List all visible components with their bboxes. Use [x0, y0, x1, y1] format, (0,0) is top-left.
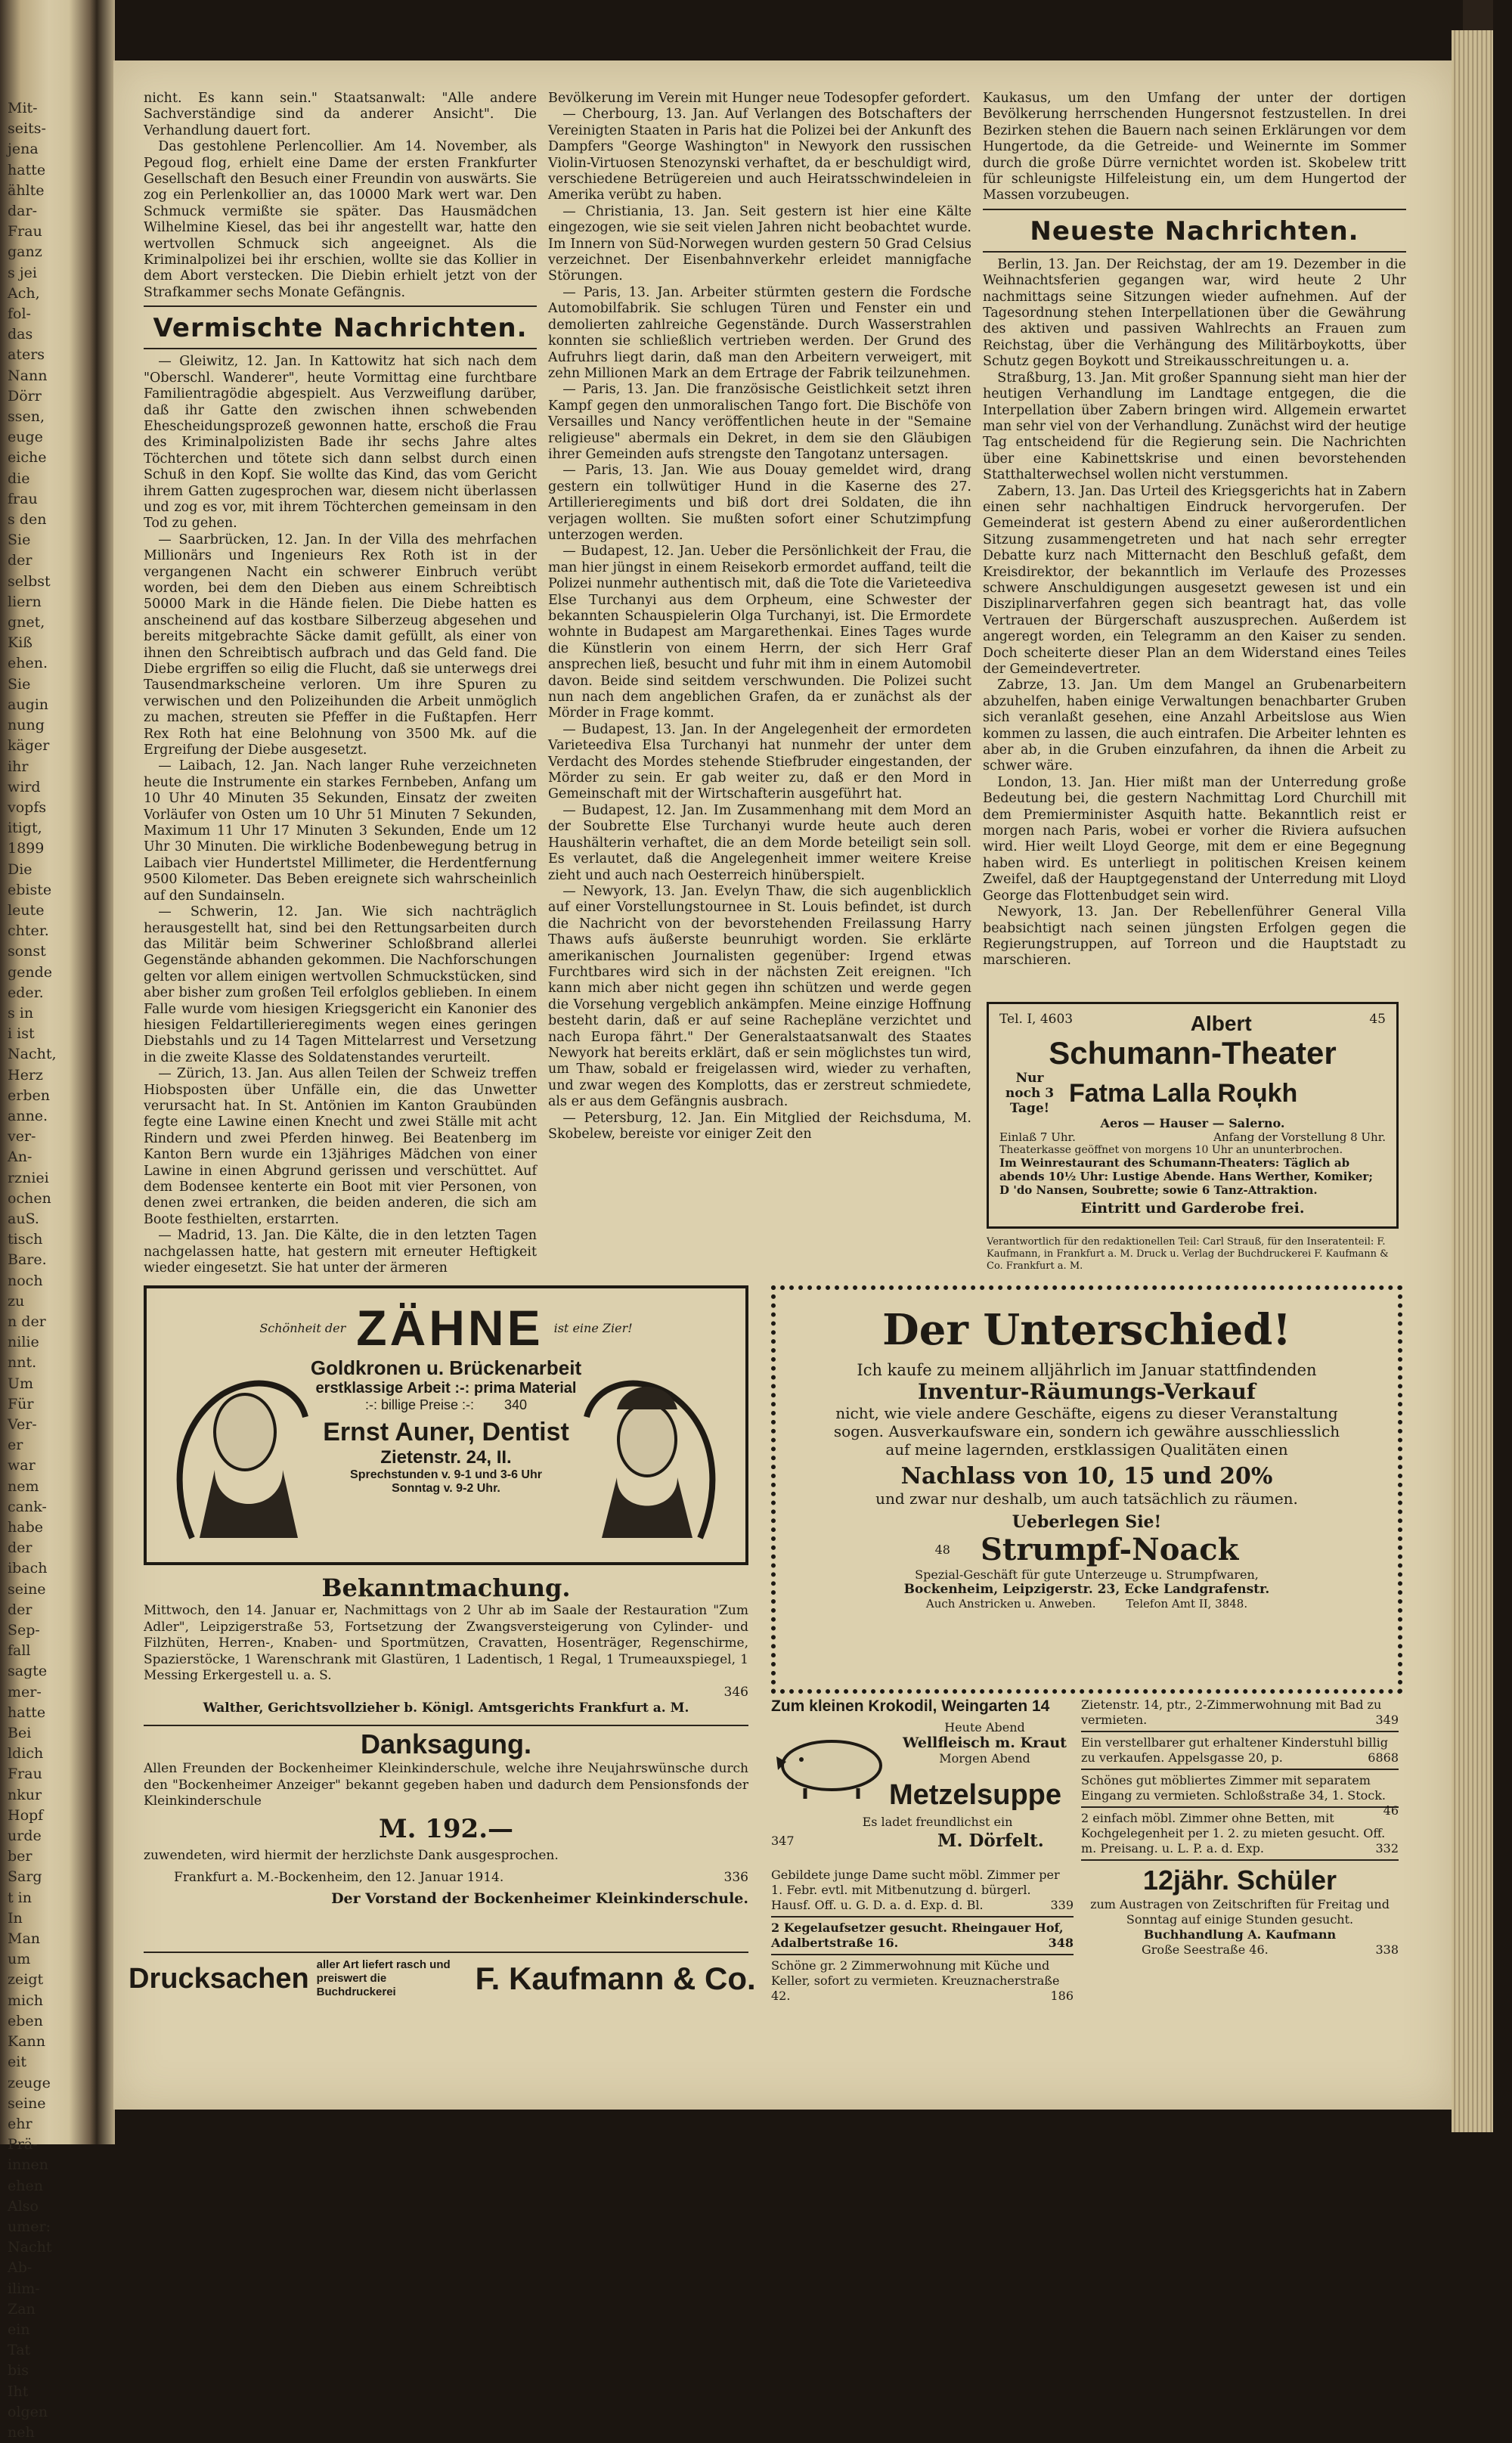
news-item: — Laibach, 12. Jan. Nach langer Ruhe verzeichneten heute die Instrumente ein starkes Fernbeben, Anfang um 10 Uhr 40 Minuten 35 Sekunden, Einsatz der zweiten Vorläufer von Osten um 10 Uhr 51 Minuten 7 Sekunden, Maximum 11 Uhr 17 Minuten 3 Sekunden, Ende um 12 Uhr 30 Minuten. Die wirkliche Bodenbewegung betrug in Laibach vier Hundertstel Millimeter, die Herdentfernung 9500 Kilometer. Das Beben ereignete sich wahrscheinlich auf den Sundainseln. — [144, 758, 537, 904]
facing-page-fragment: augin — [8, 696, 49, 713]
facing-page-fragment: chter. — [8, 922, 49, 940]
facing-page-fragment: Die — [8, 860, 33, 878]
ad-number: 48 — [934, 1542, 950, 1557]
theater-acts: Aeros — Hauser — Salerno. — [1100, 1116, 1285, 1130]
facing-page-fragment: ihr — [8, 758, 29, 775]
krokodil-name: M. Dörfelt. — [937, 1831, 1044, 1851]
facing-page-fragment: ibach — [8, 1560, 48, 1577]
danksagung-title: Danksagung. — [360, 1728, 532, 1759]
small-ad-text: 2 einfach möbl. Zimmer ohne Betten, mit Kochgelegenheit per 1. 2. zu mieten gesucht. Off. m. Preisang. u. L. P. a. d. Exp. — [1081, 1811, 1386, 1856]
danksagung-place-date: Frankfurt a. M.-Bockenheim, den 12. Januar 1914. — [174, 1870, 504, 1885]
unterschied-l3: auf meine lagernden, erstklassigen Qualitäten einen — [885, 1440, 1288, 1459]
facing-page-fragment: auS. — [8, 1210, 39, 1227]
small-ad — [771, 1868, 1074, 1918]
facing-page-fragment: An- — [8, 1149, 33, 1166]
ad-number: 332 — [1375, 1841, 1399, 1856]
divider — [144, 1725, 748, 1726]
small-ad-text: Ein verstellbarer gut erhaltener Kinderstuhl billig zu verkaufen. Appelsgasse 20, p. — [1081, 1735, 1389, 1765]
facing-page-fragment: Tat — [8, 2342, 31, 2359]
bekanntmachung-signature: Walther, Gerichtsvollzieher b. Königl. Amtsgerichts Frankfurt a. M. — [203, 1700, 689, 1716]
facing-page-fragment: die — [8, 470, 30, 487]
col1-lead-paragraph: nicht. Es kann sein." Staatsanwalt: "Alle andere Sachverständige sind da anderer Ansicht". Die Verhandlung dauert fort. — [144, 91, 537, 138]
facing-page-fragment: Sie — [8, 532, 31, 549]
krokodil-heute: Heute Abend — [944, 1720, 1025, 1735]
facing-page-fragment: Nacht, — [8, 1046, 57, 1063]
zaehne-line1: Goldkronen u. Brückenarbeit — [310, 1356, 582, 1379]
drucksachen-ad — [129, 1958, 756, 1999]
unterschied-spezial: Spezial-Geschäft für gute Unterzeuge u. Strumpfwaren, — [915, 1567, 1259, 1582]
unterschied-telefon: Telefon Amt II, 3848. — [1126, 1597, 1248, 1611]
facing-page-fragment: seine — [8, 1580, 46, 1598]
facing-page-fragment: sagte — [8, 1663, 48, 1680]
news-item: — Cherbourg, 13. Jan. Auf Verlangen des Botschafters der Vereinigten Staaten in Paris hat die Polizei bei der Ankunft des Dampfers "George Washington" in Newyork den russischen Violin-Virtuosen Stenozynski verhaftet, da er beschuldigt wird, verschiedene Betrügereien und auch Heiratsschwindeleien in Amerika verübt zu haben. — [548, 107, 971, 203]
unterschied-title: Der Unterschied! — [882, 1305, 1291, 1355]
facing-page-fragment: ver- — [8, 1128, 36, 1146]
facing-page-fragment: Dörr — [8, 387, 42, 405]
small-ad — [1081, 1735, 1399, 1770]
news-item: Zabrze, 13. Jan. Um dem Mangel an Grubenarbeitern abzuhelfen, haben einige Verwaltungen benachbarter Gruben sich veranlaßt gesehen, eine Anzahl Arbeitslose aus Wien kommen zu lassen, die auch eintrafen. Die Arbeiter lehnten es aber ab, in die Gruben einzufahren, da ihnen die Arbeit zu schwer wäre. — [983, 677, 1406, 774]
small-ad — [1081, 1811, 1399, 1861]
zaehne-ad — [144, 1285, 748, 1565]
ad-number: 346 — [723, 1684, 748, 1700]
facing-page-fragment: innen — [8, 2156, 49, 2174]
news-item: — Madrid, 13. Jan. Die Kälte, die in den letzten Tagen nachgelassen hatte, hat gestern mit erneuter Heftigkeit wieder eingesetzt. Sie hat unter der ärmeren — [144, 1228, 537, 1276]
news-item: — Paris, 13. Jan. Die französische Geistlichkeit setzt ihren Kampf gegen den unmoralischen Tango fort. Die Bischöfe von Versailles und Nancy veröffentlichen heute in der "Semaine religieuse" abermals ein Dekret, in dem sie den Gläubigen ihrer Gemeinden aufs strengste den Tangotanz untersagen. — [548, 382, 971, 462]
schueler-text: zum Austragen von Zeitschriften für Freitag und Sonntag auf einige Stunden gesucht. — [1090, 1897, 1390, 1927]
drucksachen-middle: aller Art liefert rasch und preiswert die Buchdruckerei — [316, 1958, 451, 1998]
facing-page-fragment: euge — [8, 429, 43, 446]
facing-page-fragment: Zan — [8, 2300, 36, 2317]
facing-page-fragment: der — [8, 1601, 33, 1618]
section-heading-neueste: Neueste Nachrichten. — [1030, 215, 1359, 246]
facing-page-fragment: aters — [8, 346, 45, 364]
small-ad-text: 2 Kegelaufsetzer gesucht. Rheingauer Hof, Adalbertstraße 16. — [771, 1921, 1064, 1950]
news-item: — Paris, 13. Jan. Arbeiter stürmten gestern die Fordsche Automobilfabrik. Sie schlugen Türen und Fenster ein und demolierten zahlreiche Gegenstände. Durch Wasserstrahlen konnten sie schließlich vertrieben werden. Der Grund des Aufruhrs liegt darin, daß man den Arbeitern verweigert, mit zehn Millionen Mark an dem Ertrage der Fabrik teilzunehmen. — [548, 284, 971, 381]
facing-page-fragment: Nacht — [8, 2239, 52, 2256]
danksagung-thanks: zuwendeten, wird hiermit der herzlichste Dank ausgesprochen. — [144, 1847, 559, 1863]
facing-page-fragment: Iht — [8, 2383, 29, 2400]
facing-page-fragment: ebiste — [8, 881, 52, 898]
ad-number: 186 — [1050, 1989, 1074, 2003]
krokodil-morgen: Morgen Abend — [939, 1751, 1030, 1766]
unterschied-l2: sogen. Ausverkaufsware ein, sondern ich gewähre ausschliesslich — [833, 1422, 1340, 1440]
facing-page-fragment: mer- — [8, 1683, 42, 1700]
news-item: Berlin, 13. Jan. Der Reichstag, der am 19. Dezember in die Weihnachtsferien gegangen war, wird heute 2 Uhr nachmittags seine Sitzungen wieder aufnehmen. Auf der Tagesordnung stehen Interpellationen über die Gewährung des aktiven und passiven Wahlrechts an Frauen zum Reichstag, über die Verhängung des Militärboykotts, über Schutz gegen Boykott und Streikausschreitungen u. a. — [983, 256, 1406, 370]
schueler-address: Große Seestraße 46. — [1142, 1942, 1269, 1957]
news-item: — Budapest, 12. Jan. Im Zusammenhang mit dem Mord an der Soubrette Else Turchanyi wurde heute auch deren Haushälterin verhaftet, die an dem Morde beteiligt sein soll. Es verlautet, daß die Angelegenheit immer weitere Kreise zieht und auch nach Oesterreich hinüberspielt. — [548, 802, 971, 883]
facing-page-fragment: umer: — [8, 2218, 51, 2235]
facing-page-fragment: Bare. — [8, 1251, 47, 1269]
facing-page-fragment: fol- — [8, 305, 31, 323]
woman-illustration-icon — [579, 1334, 730, 1553]
bekanntmachung-title: Bekanntmachung. — [321, 1573, 571, 1602]
facing-page-fragment: n der — [8, 1313, 46, 1330]
zaehne-zier: ist eine Zier! — [553, 1320, 633, 1335]
facing-page-fragment: war — [8, 1457, 36, 1474]
ad-number: 347 — [771, 1834, 795, 1848]
zaehne-hours1: Sprechstunden v. 9-1 und 3-6 Uhr — [350, 1468, 542, 1481]
ad-number: 339 — [1050, 1898, 1074, 1912]
bekanntmachung — [144, 1573, 748, 1717]
facing-page-fragment: zeuge — [8, 2074, 51, 2091]
facing-page-fragment: Also — [8, 2197, 39, 2215]
facing-page-fragment: leute — [8, 901, 45, 919]
facing-page-fragment: s jei — [8, 264, 38, 281]
facing-page-fragment: s in — [8, 1004, 34, 1022]
facing-page-fragment: Nann — [8, 367, 48, 384]
facing-page-fragment: s den — [8, 511, 47, 529]
facing-page-fragment: um — [8, 1951, 31, 1968]
theater-star: Fatma Lalla Rou̦kh — [1069, 1078, 1298, 1108]
man-illustration-icon — [162, 1334, 313, 1553]
facing-page-fragment: t in — [8, 1889, 32, 1906]
news-item: — Newyork, 13. Jan. Evelyn Thaw, die sich augenblicklich auf einer Vorstellungstournee in St. Louis befindet, ist durch die Nachricht von der bevorstehenden Freilassung Harry Thaws aufs äußerste beunruhigt worden. Sie erklärte amerikanischen Journalisten gegenüber: Irgend etwas Furchtbares wird sich in der nächsten Zeit ereignen. "Ich kann mich aber nicht gegen ihn schützen und werde gegen die Vorsehung vergeblich ankämpfen. Meine einzige Hoffnung besteht darin, daß er auf seine Rachepläne verzichtet und nach Europa fährt." Der Generalstaatsanwalt des Staates Newyork hat bereits erklärt, daß er sein möglichstes tun wird, um Thaw, sobald er freigelassen wird, wieder zu verhaften, und zwar wegen des Komplotts, das er zerstreut schmiedete, als er aus dem Gefängnis ausbrach. — [548, 883, 971, 1110]
krokodil-title: Zum kleinen Krokodil, Weingarten 14 — [771, 1697, 1050, 1715]
drucksachen-right: F. Kaufmann & Co. — [475, 1961, 756, 1996]
facing-page-fragment: mich — [8, 1992, 43, 2009]
facing-page-fragment: Herz — [8, 1066, 43, 1084]
zaehne-schoenheit: Schönheit der — [259, 1320, 346, 1335]
small-ad — [1081, 1773, 1399, 1818]
facing-page-fragment: anne. — [8, 1107, 48, 1124]
facing-page-fragment: habe — [8, 1519, 43, 1536]
facing-page-fragment: Ver- — [8, 1416, 37, 1433]
small-ad-text: Schöne gr. 2 Zimmerwohnung mit Küche und Keller, sofort zu vermieten. Kreuznacherstraße 42. — [771, 1958, 1060, 2003]
page-corner — [1463, 0, 1493, 30]
facing-page-fragment: Für — [8, 1395, 34, 1412]
schueler-firm: Buchhandlung A. Kaufmann — [1143, 1927, 1337, 1942]
facing-page-fragment: frau — [8, 490, 38, 507]
facing-page-fragment: hatte — [8, 161, 46, 178]
small-ad — [1081, 1697, 1399, 1732]
facing-page-fragment: 1899 — [8, 840, 45, 857]
facing-page-fragment: er — [8, 1437, 23, 1454]
facing-page-fragment: käger — [8, 737, 50, 755]
facing-page-fragment: Sie — [8, 675, 31, 693]
col1-lead-paragraph: Das gestohlene Perlencollier. Am 14. November, als Pegoud flog, erhielt eine Dame der ersten Frankfurter Gesellschaft den Besuch einer Freundin von auswärts. Sie zog ein Perlenkollier an, das 10000 Mark wert war. Den Schmuck vermißte sie später. Das Hausmädchen Wilhelmine Kiesel, das bei ihr angestellt war, hatte den wertvollen Schmuck sich angeeignet. Als die Kriminalpolizei bei ihr erschien, wollte sie das Kollier in dem Abort verstecken. Die Diebin erhielt jetzt von der Strafkammer sechs Monate Gefängnis. — [144, 139, 537, 300]
krokodil-ladet: Es ladet freundlichst ein — [862, 1815, 1013, 1829]
zaehne-dentist: Ernst Auner, Dentist — [323, 1418, 569, 1446]
facing-page-fragment: ählte — [8, 181, 45, 199]
danksagung — [144, 1728, 748, 1907]
zaehne-title: ZÄHNE — [356, 1300, 544, 1356]
unterschied-intro: Ich kaufe zu meinem alljährlich im Januar stattfindenden — [857, 1361, 1317, 1379]
facing-page-fragment: ganz — [8, 243, 42, 261]
zaehne-line2: erstklassige Arbeit :-: prima Material — [315, 1380, 577, 1397]
krokodil-wellfleisch: Wellfleisch m. Kraut — [903, 1735, 1067, 1751]
facing-page-fragment: Sarg — [8, 1868, 42, 1886]
facing-page-fragment: ilim- — [8, 2280, 40, 2297]
facing-page-fragment: ehen. — [8, 655, 48, 672]
news-item: — Petersburg, 12. Jan. Ein Mitglied der Reichsduma, M. Skobelew, bereiste vor einiger Zeit den — [548, 1110, 971, 1142]
facing-page-fragment: gende — [8, 963, 53, 981]
facing-page-fragment: eit — [8, 2054, 26, 2071]
facing-page-fragment: vopfs — [8, 798, 47, 816]
unterschied-event: Inventur-Räumungs-Verkauf — [918, 1379, 1256, 1404]
facing-page-fragment: selbst — [8, 572, 51, 590]
facing-page-fragment: neh — [8, 2423, 35, 2441]
news-item: — Zürich, 13. Jan. Aus allen Teilen der Schweiz treffen Hiobsposten über Unfälle ein, die das Unwetter verursacht hat. In St. Antönien im Kanton Graubünden fegte eine Lawine einen Knecht und zwei Ställe mit acht Rindern und zwei Pferden hinweg. Bei Beatenberg im Kanton Bern wurde ein 13jähriges Mädchen von einer Lawine in einen Abgrund gerissen und verschüttet. Auf dem Bodensee kenterte ein Boot mit vier Personen, von denen zwei ertranken, die beiden anderen, die sich am Boote festhielten, erstarrten. — [144, 1066, 537, 1227]
news-item: — Schwerin, 12. Jan. Wie sich nachträglich herausgestellt hat, sind bei den Rettungsarbeiten durch das Militär beim Schweriner Schloßbrand allerlei Gegenstände abhanden gekommen. Die Nachforschungen gelten vor allem einigen wertvollen Schmuckstücken, sind aber bisher zum großen Teil erfolglos geblieben. In einem Falle wurde vom hiesigen Kriegsgericht ein Kanonier des hiesigen Feldartillerieregiments wegen eines geringen Diebstahls und zu 14 Tagen Mittelarrest und Versetzung in die zweite Klasse des Soldatenstandes verurteilt. — [144, 904, 537, 1065]
news-item: Bevölkerung im Verein mit Hunger neue Todesopfer gefordert. — [548, 91, 971, 106]
danksagung-amount: M. 192.— — [378, 1813, 514, 1844]
ad-number: 45 — [1369, 1012, 1386, 1027]
facing-page-fragment: Frau — [8, 1766, 42, 1783]
facing-page-fragment: erben — [8, 1087, 50, 1104]
unterschied-l1: nicht, wie viele andere Geschäfte, eigens zu dieser Veranstaltung — [835, 1404, 1338, 1422]
zaehne-address: Zietenstr. 24, II. — [380, 1447, 512, 1468]
facing-page-binding — [0, 0, 70, 2441]
schueler-title: 12jähr. Schüler — [1142, 1865, 1337, 1896]
facing-page-fragment: olgen — [8, 2403, 48, 2420]
news-item: — Budapest, 12. Jan. Ueber die Persönlichkeit der Frau, die man hier jüngst in einem Reisekorb ermordet auffand, teilt die Polizei nunmehr authentisch mit, daß die Tote die Varieteediva Else Turchanyi aus dem Orpheum, eine Schwester der bekannten Schauspielerin Olga Turchanyi, ist. Die Ermordete wohnte in Budapest am Margarethenkai. Eines Tages wurde die Künstlerin von einem Herrn, der sich Herr Graf ansprechen ließ, besucht und fuhr mit ihm in einem Automobil davon. Beide sind seitdem verschwunden. Die Polizei sucht nun nach dem angeblichen Grafen, da er zunächst als der Mörder in Frage kommt. — [548, 544, 971, 721]
ad-number: 6868 — [1368, 1750, 1399, 1765]
news-item: Zabern, 13. Jan. Das Urteil des Kriegsgerichts hat in Zabern einen sehr nachhaltigen Eindruck hervorgerufen. Der Gemeinderat ist gestern Abend zu einer außerordentlichen Sitzung zusammengetreten und hat nach sehr erregter Debatte kurz nach Mitternacht den Beschluß gefaßt, dem Kreisdirektor, der bekanntlich im Verlaufe des Prozesses schwere Anschuldigungen ausgesetzt gewesen ist und ein Disziplinarverfahren gegen sich beantragt hat, das volle Vertrauen der Bürgerschaft auszusprechen. Außerdem ist angeregt worden, ein Telegramm an den Kaiser zu senden. Doch scheiterte dieser Plan an dem Widerstand eines Teiles der Gemeindevertreter. — [983, 483, 1406, 677]
facing-page-fragment: sonst — [8, 943, 46, 960]
facing-page-fragment: jena — [8, 141, 39, 158]
facing-page-fragment: itigt, — [8, 820, 42, 837]
news-item: London, 13. Jan. Hier mißt man der Unterredung große Bedeutung bei, die gestern Nachmittag Lord Churchill mit dem Premierminister Asquith hatte. Bekanntlich reist er morgen nach Paris, wobei er vorher die Riviera aufsuchen wird. Hier weilt Lloyd George, mit dem er eine Begegnung haben wird. Es unterliegt in politischen Kreisen keinem Zweifel, daß der Hauptgegenstand der Unterredung mit Lloyd George das Flottenbudget sein wird. — [983, 774, 1406, 904]
facing-page-fragment: Bei — [8, 1725, 32, 1742]
ad-number: 340 — [504, 1397, 528, 1412]
unterschied-firm: Strumpf-Noack — [980, 1532, 1239, 1567]
facing-page-fragment: hatte — [8, 1704, 46, 1721]
facing-page-fragment: eiche — [8, 449, 47, 467]
news-item: — Budapest, 13. Jan. In der Angelegenheit der ermordeten Varieteediva Elsa Turchanyi hat nunmehr der unter dem Verdacht des Mordes stehende Stiefbruder eingestanden, der Mörder zu sein. Er gab weiter zu, daß er den Mord in Gemeinschaft mit der Wirtschafterin ausgeführt hat. — [548, 721, 971, 802]
krokodil-metzelsuppe: Metzelsuppe — [888, 1779, 1062, 1811]
facing-page-fragment: das — [8, 326, 33, 343]
unterschied-annahme: Auch Anstricken u. Anweben. — [925, 1597, 1096, 1611]
facing-page-fragment: zeigt — [8, 1971, 44, 1989]
facing-page-fragment: nung — [8, 717, 45, 734]
unterschied-ueberlegen: Ueberlegen Sie! — [1012, 1512, 1162, 1532]
facing-page-fragment: i ist — [8, 1025, 35, 1043]
theater-name: Schumann-Theater — [1049, 1035, 1337, 1071]
facing-page-fragment: tisch — [8, 1231, 43, 1248]
facing-page-fragment: liern — [8, 593, 42, 610]
section-heading-vermischte: Vermischte Nachrichten. — [153, 313, 528, 344]
divider — [983, 251, 1406, 253]
news-item: Straßburg, 13. Jan. Mit großer Spannung sieht man hier der heutigen Verhandlung im Landtage entgegen, die die Interpellation über Zabern bringen wird. Allgemein erwartet man sehr viel von der Verhandlung. Zunächst wird der heutige Tag entscheidend für die Regierung sein. Die Nachrichten über eine Kabinettskrise und einen bevorstehenden Statthalterwechsel wollen nicht verstummen. — [983, 370, 1406, 483]
facing-page-fragment: seine — [8, 2094, 46, 2112]
zaehne-hours2: Sonntag v. 9-2 Uhr. — [392, 1482, 500, 1495]
facing-page-fragment: Mit- — [8, 100, 38, 116]
facing-page-fragment: Kann — [8, 2033, 45, 2051]
column-3 — [983, 91, 1406, 969]
theater-nur-noch: Nur noch 3 Tage! — [1005, 1071, 1055, 1116]
facing-page-fragment: wird — [8, 778, 41, 795]
facing-page-fragment: gnet, — [8, 614, 45, 631]
theater-restaurant: Im Weinrestaurant des Schumann-Theaters: Täglich ab abends 10½ Uhr: Lustige Abende. Hans Werther, Komiker; D 'do Nansen, Soubrette; sowie 6 Tanz-Attraktion. — [999, 1156, 1373, 1197]
facing-page-fragment: ochen — [8, 1189, 51, 1207]
small-ads-middle — [771, 1868, 1074, 2004]
unterschied-address: Bockenheim, Leipzigerstr. 23, Ecke Landgrafenstr. — [903, 1582, 1270, 1597]
divider — [144, 305, 537, 307]
news-item: — Saarbrücken, 12. Jan. In der Villa des mehrfachen Millionärs und Ingenieurs Rex Roth ist in der vergangenen Nacht ein schwerer Einbruch verübt worden, bei dem den Dieben aus einem Schreibtisch 50000 Mark in die Hände fielen. Die Diebe hatten es anscheinend auf das kostbare Silberzeug abgesehen und bereits mitgebrachte Säcke damit gefüllt, als einer von ihnen den Schreibtisch aufbrach und das Geld fand. Die Diebe ergriffen so eilig die Flucht, daß sie unterwegs drei Tausendmarkscheine verloren. Um ihre Spuren zu verwischen und den Polizeihunden die Arbeit unmöglich zu machen, streuten sie Pfeffer in die Fußtapfen. Herr Rex Roth hat eine Belohnung von 3500 Mk. auf die Ergreifung der Diebe ausgesetzt. — [144, 532, 537, 758]
facing-page-fragment: ein — [8, 2321, 30, 2338]
facing-page-fragment: Ab- — [8, 2259, 33, 2277]
ad-number: 349 — [1375, 1713, 1399, 1727]
news-item: — Paris, 13. Jan. Wie aus Douay gemeldet wird, drang gestern ein tollwütiger Hund in die Kaserne des 27. Artillerieregiments und biß dort drei Soldaten, die ihn verjagen wollten. Sie mußten sofort einer Schutzimpfung unterzogen werden. — [548, 463, 971, 543]
facing-page-fragment: zu — [8, 1292, 25, 1310]
krokodil-ad — [771, 1697, 1074, 1860]
facing-page-fragment: fall — [8, 1642, 31, 1660]
unterschied-discount: Nachlass von 10, 15 und 20% — [900, 1463, 1273, 1490]
small-ad-text: Gebildete junge Dame sucht möbl. Zimmer per 1. Febr. evtl. mit Mitbenutzung d. bürgerl. Hausf. Off. u. G. D. a. d. Exp. d. Bl. — [771, 1868, 1060, 1912]
facing-page-fragment: nem — [8, 1477, 39, 1495]
facing-page-fragment: Um — [8, 1375, 34, 1392]
unterschied-l4: und zwar nur deshalb, um auch tatsächlich zu räumen. — [875, 1490, 1298, 1508]
facing-page-fragment: der — [8, 552, 33, 569]
facing-page-fragment: ldich — [8, 1745, 44, 1762]
facing-page-fragment: Sep- — [8, 1622, 40, 1639]
facing-page-fragment: cank- — [8, 1498, 47, 1515]
small-ad — [771, 1921, 1074, 1955]
theater-einlass: Einlaß 7 Uhr. — [999, 1130, 1076, 1144]
book-gutter — [70, 0, 115, 2144]
facing-page-fragment: urde — [8, 1828, 42, 1845]
col3-lead-paragraph: Kaukasus, um den Umfang der unter der dortigen Bevölkerung herrschenden Hungersnot festzustellen. In drei Bezirken stehen die Bauern nach seinen Erklärungen vor dem Hungertode, da die Getreide- und Weinernte im Sommer durch die große Dürre vernichtet worden ist. Skobelew tritt für schleunigste Hilfeleistung ein, um dem Hungertod der Massen vorzubeugen. — [983, 91, 1406, 203]
facing-page-fragment: nilie — [8, 1334, 39, 1351]
facing-page-fragment: ehr — [8, 2115, 33, 2132]
zaehne-line3: :-: billige Preise :-: — [364, 1397, 474, 1412]
unterschied-ad — [771, 1285, 1402, 1694]
facing-page-fragment: seits- — [8, 120, 46, 138]
facing-page-fragment: Frau — [8, 223, 42, 240]
column-2 — [548, 91, 971, 1142]
theater-kasse: Theaterkasse geöffnet von morgens 10 Uhr an ununterbrochen. — [999, 1144, 1343, 1156]
news-item: Newyork, 13. Jan. Der Rebellenführer General Villa beabsichtigt nach seinen jüngsten Erfolgen gegen die Regierungstruppen, auf Torreon und die Hauptstadt zu marschieren. — [983, 904, 1406, 969]
column-1 — [144, 91, 537, 1276]
facing-page-fragment: eder. — [8, 984, 44, 1001]
facing-page-fragment: Prä- — [8, 2136, 38, 2153]
ad-number: 338 — [1375, 1942, 1399, 1957]
ad-number: 348 — [1048, 1936, 1074, 1950]
page-edges — [1452, 30, 1493, 2132]
danksagung-signature: Der Vorstand der Bockenheimer Kleinkinderschule. — [331, 1890, 748, 1907]
pig-illustration-icon — [775, 1728, 888, 1800]
ad-number: 46 — [1383, 1803, 1399, 1818]
facing-page-fragment: eben — [8, 2012, 43, 2029]
imprint: Verantwortlich für den redaktionellen Teil: Carl Strauß, für den Inseratenteil: F. Kaufmann, in Frankfurt a. M. Druck u. Verlag der Buchdruckerei F. Kaufmann & Co. Frankfurt a. M. — [987, 1236, 1389, 1272]
facing-page-fragment: ssen, — [8, 408, 45, 426]
news-item: — Gleiwitz, 12. Jan. In Kattowitz hat sich nach dem "Oberschl. Wanderer", heute Vormittag eine furchtbare Familientragödie abgespielt. Aus Verzweiflung darüber, daß ihr Gatte den zwischen ihnen schwebenden Ehescheidungsprozeß gewonnen hatte, erschoß die Frau des Kriminalpolizisten Bade ihr sechs Jahre altes Töchterchen und tötete sich dann selbst durch einen Schuß in den Kopf. Sie wollte das Kind, das vom Gericht ihrem Gatten zugesprochen war, diesem nicht überlassen und zog es vor, mit ihrem Töchterchen gemeinsam in den Tod zu gehen. — [144, 354, 537, 532]
theater-tel: Tel. I, 4603 — [999, 1012, 1074, 1027]
drucksachen-left: Drucksachen — [129, 1962, 309, 1995]
facing-page-fragment: Hopf — [8, 1806, 44, 1824]
facing-page-fragment: nnt. — [8, 1354, 37, 1372]
facing-page-fragment: rzniei — [8, 1169, 49, 1186]
theater-ad — [987, 1002, 1399, 1229]
divider — [983, 209, 1406, 210]
facing-page-fragment: dar- — [8, 203, 37, 220]
theater-name-top: Albert — [1190, 1012, 1252, 1035]
danksagung-text: Allen Freunden der Bockenheimer Kleinkinderschule, welche ihre Neujahrswünsche durch den "Bockenheimer Anzeiger" bekannt gegeben haben und dadurch dem Pensionsfonds der Kleinkinderschule — [144, 1761, 748, 1809]
facing-page-fragment: ber — [8, 1848, 33, 1865]
facing-page-fragment: nkur — [8, 1786, 42, 1803]
facing-page-fragment: noch — [8, 1272, 43, 1289]
facing-page-fragment: der — [8, 1539, 33, 1557]
small-ad — [771, 1958, 1074, 2004]
theater-anfang: Anfang der Vorstellung 8 Uhr. — [1213, 1130, 1386, 1144]
facing-page-fragment: Kiß — [8, 634, 33, 652]
theater-eintritt: Eintritt und Garderobe frei. — [1080, 1200, 1305, 1217]
facing-page-fragment: In — [8, 1909, 23, 1927]
facing-page-fragment: ehen — [8, 2177, 43, 2194]
divider — [144, 1952, 748, 1953]
facing-page-fragment: Ach, — [8, 284, 40, 302]
facing-page-text-fragments — [8, 98, 67, 2443]
small-ad-text: Schönes gut möbliertes Zimmer mit separatem Eingang zu vermieten. Schloßstraße 34, 1. Stock. — [1081, 1773, 1387, 1803]
facing-page-fragment: bis — [8, 2362, 29, 2379]
small-ad-text: Zietenstr. 14, ptr., 2-Zimmerwohnung mit Bad zu vermieten. — [1081, 1697, 1382, 1727]
facing-page-fragment: Man — [8, 1930, 41, 1948]
bekanntmachung-text: Mittwoch, den 14. Januar er, Nachmittags von 2 Uhr ab im Saale der Restauration "Zum Adler", Leipzigerstraße 53, Fortsetzung der Zwangsversteigerung von Cylinder- und Filzhüten, Herren-, Knaben- und Sportmützen, Cravatten, Hosenträger, Regenschirme, Spazierstöcke, 1 Warenschrank mit Glastüren, 1 Ladentisch, 1 Regal, 1 Trumeauxspiegel, 1 Messing Erkergestell u. a. S. — [144, 1603, 748, 1683]
divider — [144, 348, 537, 349]
small-ads-right — [1081, 1697, 1399, 1958]
news-item: — Christiania, 13. Jan. Seit gestern ist hier eine Kälte eingezogen, wie sie seit vielen Jahren nicht beobachtet wurde. Im Innern von Süd-Norwegen wurden gestern 50 Grad Celsius verzeichnet. Der Eisenbahnverkehr erleidet mannigfache Störungen. — [548, 203, 971, 284]
ad-number: 336 — [723, 1870, 748, 1885]
